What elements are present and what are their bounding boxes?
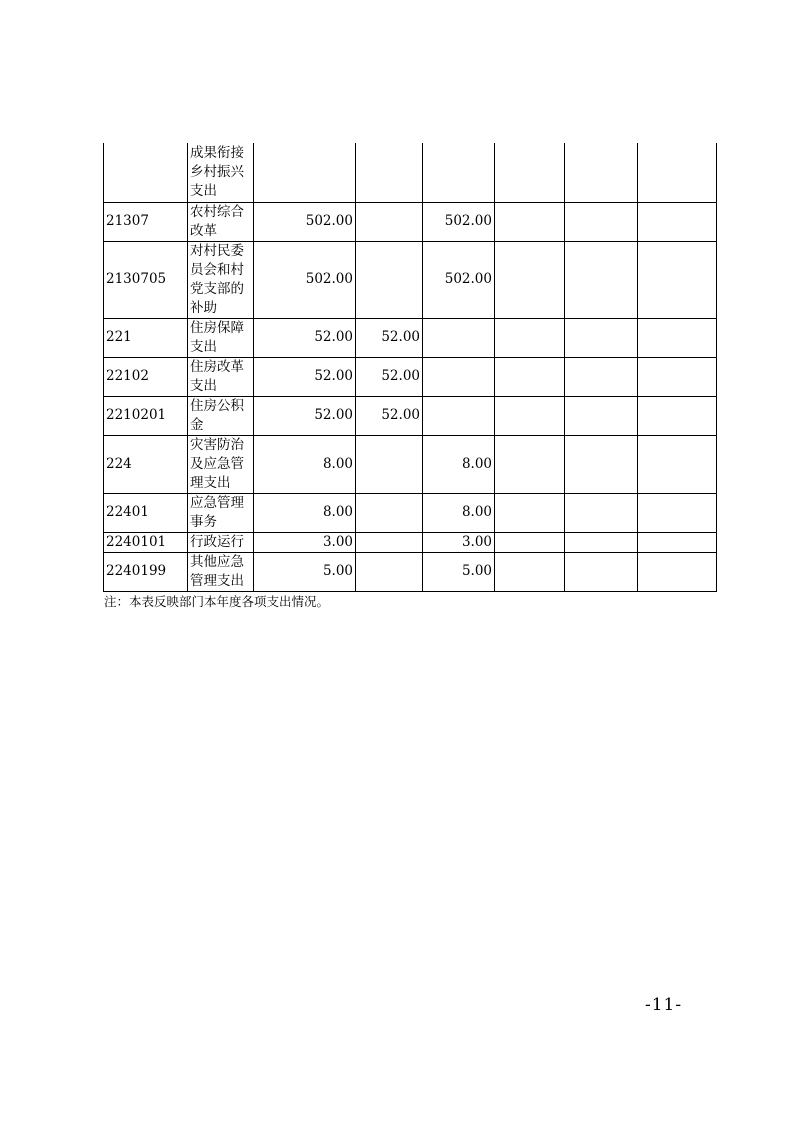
cell-code: 2210201	[104, 396, 188, 435]
cell-project: 8.00	[423, 493, 495, 532]
cell-total	[254, 143, 356, 202]
cell-project: 5.00	[423, 552, 495, 591]
cell-project: 502.00	[423, 202, 495, 241]
table-row	[104, 202, 717, 241]
cell-basic: 52.00	[356, 396, 423, 435]
cell-col7	[565, 396, 638, 435]
cell-code: 2130705	[104, 241, 188, 318]
cell-name: 行政运行	[188, 532, 254, 552]
cell-col6	[495, 318, 565, 357]
cell-col8	[638, 143, 717, 202]
table-row	[104, 357, 717, 396]
cell-col6	[495, 241, 565, 318]
cell-col7	[565, 532, 638, 552]
cell-basic: 52.00	[356, 357, 423, 396]
cell-name: 对村民委 员会和村 党支部的 补助	[188, 241, 254, 318]
table-row	[104, 396, 717, 435]
cell-total: 502.00	[254, 241, 356, 318]
cell-project: 3.00	[423, 532, 495, 552]
cell-project	[423, 396, 495, 435]
cell-total: 5.00	[254, 552, 356, 591]
cell-basic: 52.00	[356, 318, 423, 357]
cell-name: 住房公积 金	[188, 396, 254, 435]
cell-total: 8.00	[254, 493, 356, 532]
cell-col8	[638, 241, 717, 318]
cell-col7	[565, 552, 638, 591]
cell-basic	[356, 143, 423, 202]
cell-name: 农村综合 改革	[188, 202, 254, 241]
cell-col6	[495, 396, 565, 435]
cell-name: 成果衔接 乡村振兴 支出	[188, 143, 254, 202]
cell-name: 灾害防治 及应急管 理支出	[188, 435, 254, 493]
cell-col6	[495, 143, 565, 202]
cell-col7	[565, 241, 638, 318]
cell-project	[423, 357, 495, 396]
cell-project: 502.00	[423, 241, 495, 318]
cell-project: 8.00	[423, 435, 495, 493]
cell-total: 8.00	[254, 435, 356, 493]
table-row	[104, 241, 717, 318]
cell-col7	[565, 357, 638, 396]
cell-col8	[638, 552, 717, 591]
cell-total: 3.00	[254, 532, 356, 552]
cell-code: 22102	[104, 357, 188, 396]
table-row	[104, 532, 717, 552]
cell-project	[423, 143, 495, 202]
table-row	[104, 552, 717, 591]
table-row	[104, 143, 717, 202]
cell-col8	[638, 396, 717, 435]
cell-name: 其他应急 管理支出	[188, 552, 254, 591]
cell-code: 221	[104, 318, 188, 357]
cell-col6	[495, 493, 565, 532]
cell-basic	[356, 552, 423, 591]
cell-code: 2240101	[104, 532, 188, 552]
cell-col6	[495, 532, 565, 552]
cell-name: 住房保障 支出	[188, 318, 254, 357]
cell-col8	[638, 435, 717, 493]
cell-project	[423, 318, 495, 357]
cell-code: 2240199	[104, 552, 188, 591]
table-row	[104, 493, 717, 532]
cell-code: 22401	[104, 493, 188, 532]
cell-col8	[638, 532, 717, 552]
cell-col7	[565, 318, 638, 357]
cell-basic	[356, 241, 423, 318]
cell-basic	[356, 435, 423, 493]
table-row	[104, 435, 717, 493]
cell-col6	[495, 357, 565, 396]
expenditure-table	[103, 143, 717, 592]
cell-basic	[356, 493, 423, 532]
table-body	[104, 143, 717, 591]
cell-name: 应急管理 事务	[188, 493, 254, 532]
table-row	[104, 318, 717, 357]
cell-col7	[565, 435, 638, 493]
cell-col8	[638, 357, 717, 396]
cell-col7	[565, 493, 638, 532]
cell-col7	[565, 202, 638, 241]
cell-code: 224	[104, 435, 188, 493]
cell-name: 住房改革 支出	[188, 357, 254, 396]
page-number: -11-	[645, 995, 683, 1015]
cell-basic	[356, 202, 423, 241]
cell-total: 52.00	[254, 318, 356, 357]
table-note: 注：本表反映部门本年度各项支出情况。	[104, 594, 330, 609]
cell-col8	[638, 493, 717, 532]
cell-total: 52.00	[254, 396, 356, 435]
cell-col8	[638, 318, 717, 357]
cell-col6	[495, 435, 565, 493]
cell-col8	[638, 202, 717, 241]
cell-basic	[356, 532, 423, 552]
cell-total: 502.00	[254, 202, 356, 241]
cell-col6	[495, 552, 565, 591]
cell-total: 52.00	[254, 357, 356, 396]
cell-col6	[495, 202, 565, 241]
cell-col7	[565, 143, 638, 202]
cell-code	[104, 143, 188, 202]
cell-code: 21307	[104, 202, 188, 241]
